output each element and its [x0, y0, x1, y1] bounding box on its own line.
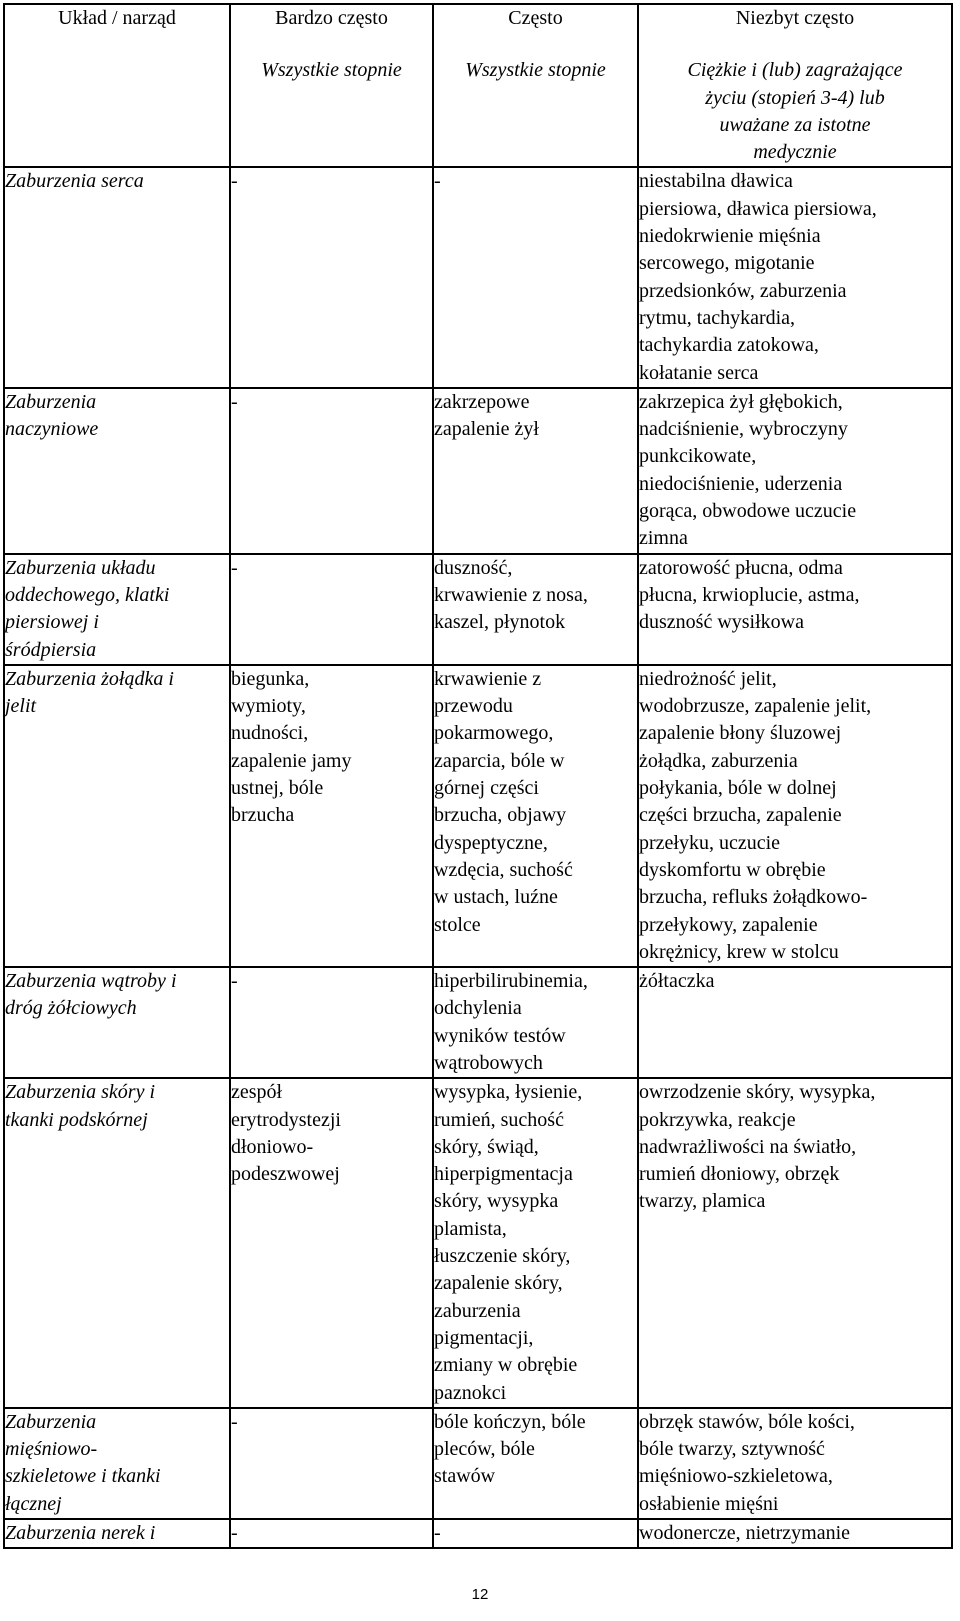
organ-class-cell: [4, 665, 230, 967]
cell-line: erytrodystezji: [231, 1108, 341, 1131]
cell-line: krwawienie z nosa,: [434, 583, 588, 606]
cell-line: zatorowość płucna, odma: [639, 556, 843, 579]
cell-line: piersiowa, dławica piersiowa,: [639, 197, 877, 220]
uncommon-cell: [638, 554, 952, 665]
table-row: [4, 1078, 952, 1408]
cell-line: kaszel, płynotok: [434, 611, 566, 634]
cell-line: zapalenie błony śluzowej: [639, 722, 842, 745]
cell-line: brzucha, objawy: [434, 804, 567, 827]
cell-line: niestabilna dławica: [639, 170, 793, 193]
cell-line: naczyniowe: [5, 418, 99, 441]
cell-line: zespół: [231, 1081, 283, 1104]
cell-line: nadwrażliwości na światło,: [639, 1135, 857, 1158]
subheader-common: Wszystkie stopnie: [433, 32, 638, 167]
very-common-cell: [230, 1408, 433, 1519]
common-cell: [433, 1408, 638, 1519]
organ-class-cell: [4, 1408, 230, 1519]
very-common-cell: [230, 554, 433, 665]
cell-line: biegunka,: [231, 667, 310, 690]
very-common-cell: [230, 388, 433, 554]
cell-line: dyskomfortu w obrębie: [639, 858, 826, 881]
uncommon-cell: [638, 167, 952, 387]
table-row: [4, 967, 952, 1078]
cell-line: skóry, wysypka: [434, 1190, 559, 1213]
cell-line: przełyku, uczucie: [639, 831, 781, 854]
table-row: [4, 388, 952, 554]
header-uncommon: Niezbyt często: [638, 4, 952, 32]
cell-line: odchylenia: [434, 997, 522, 1020]
uncommon-cell: [638, 1408, 952, 1519]
cell-line: rumień, suchość: [434, 1108, 564, 1131]
cell-line: niedrożność jelit,: [639, 667, 777, 690]
cell-line: zakrzepica żył głębokich,: [639, 390, 843, 413]
cell-line: punkcikowate,: [639, 445, 757, 468]
cell-line: owrzodzenie skóry, wysypka,: [639, 1081, 876, 1104]
cell-line: Zaburzenia skóry i: [5, 1081, 155, 1104]
cell-line: dyspeptyczne,: [434, 831, 548, 854]
common-cell: [433, 967, 638, 1078]
cell-line: -: [231, 1522, 238, 1545]
cell-line: -: [434, 1522, 441, 1545]
uncommon-cell: [638, 665, 952, 967]
common-cell: [433, 665, 638, 967]
uncommon-cell: [638, 1078, 952, 1408]
cell-line: osłabienie mięśni: [639, 1492, 779, 1515]
cell-line: płucna, krwioplucie, astma,: [639, 583, 860, 606]
cell-line: łuszczenie skóry,: [434, 1245, 571, 1268]
cell-line: przewodu: [434, 695, 513, 718]
cell-line: Zaburzenia: [5, 390, 97, 413]
cell-line: wysypka, łysienie,: [434, 1081, 583, 1104]
common-cell: [433, 1078, 638, 1408]
cell-line: -: [231, 170, 238, 193]
subheader-uncommon-line: życiu (stopień 3-4) lub: [705, 86, 885, 109]
very-common-cell: [230, 967, 433, 1078]
table-subheader-row: [4, 32, 952, 167]
cell-line: pokarmowego,: [434, 722, 554, 745]
cell-line: Zaburzenia żołądka i: [5, 667, 174, 690]
cell-line: podeszwowej: [231, 1163, 340, 1186]
cell-line: krwawienie z: [434, 667, 542, 690]
cell-line: tachykardia zatokowa,: [639, 334, 819, 357]
cell-line: mięśniowo-: [5, 1438, 98, 1461]
uncommon-cell: [638, 1519, 952, 1548]
cell-line: rumień dłoniowy, obrzęk: [639, 1163, 840, 1186]
cell-line: -: [434, 170, 441, 193]
cell-line: zapalenie skóry,: [434, 1272, 563, 1295]
cell-line: górnej części: [434, 777, 539, 800]
cell-line: bóle twarzy, sztywność: [639, 1438, 825, 1461]
cell-line: sercowego, migotanie: [639, 252, 815, 275]
cell-line: zakrzepowe: [434, 390, 530, 413]
cell-line: duszność,: [434, 556, 513, 579]
subheader-uncommon-line: uważane za istotne: [719, 113, 871, 136]
cell-line: zaparcia, bóle w: [434, 749, 565, 772]
adverse-reactions-table: [3, 3, 953, 1549]
header-common: Często: [433, 4, 638, 32]
cell-line: wymioty,: [231, 695, 306, 718]
cell-line: dróg żółciowych: [5, 997, 137, 1020]
cell-line: tkanki podskórnej: [5, 1108, 148, 1131]
cell-line: łącznej: [5, 1492, 62, 1515]
cell-line: brzucha, refluks żołądkowo-: [639, 886, 868, 909]
organ-class-cell: [4, 967, 230, 1078]
cell-line: hiperpigmentacja: [434, 1163, 573, 1186]
cell-line: oddechowego, klatki: [5, 583, 170, 606]
cell-line: obrzęk stawów, bóle kości,: [639, 1410, 855, 1433]
cell-line: zaburzenia: [434, 1299, 521, 1322]
cell-line: w ustach, luźne: [434, 886, 558, 909]
cell-line: wyników testów: [434, 1024, 566, 1047]
cell-line: niedokrwienie mięśnia: [639, 225, 821, 248]
cell-line: wątrobowych: [434, 1051, 543, 1074]
uncommon-cell: [638, 967, 952, 1078]
cell-line: kołatanie serca: [639, 361, 759, 384]
organ-class-cell: [4, 167, 230, 387]
cell-line: pigmentacji,: [434, 1326, 534, 1349]
cell-line: nudności,: [231, 722, 309, 745]
very-common-cell: [230, 665, 433, 967]
subheader-very-common: Wszystkie stopnie: [230, 32, 433, 167]
cell-line: połykania, bóle w dolnej: [639, 777, 837, 800]
cell-line: niedociśnienie, uderzenia: [639, 472, 843, 495]
cell-line: zmiany w obrębie: [434, 1354, 578, 1377]
cell-line: -: [231, 970, 238, 993]
cell-line: bóle kończyn, bóle: [434, 1410, 586, 1433]
cell-line: Zaburzenia: [5, 1410, 97, 1433]
cell-line: nadciśnienie, wybroczyny: [639, 418, 848, 441]
cell-line: zapalenie żył: [434, 418, 539, 441]
subheader-uncommon: [638, 32, 952, 167]
table-row: [4, 665, 952, 967]
header-organ-class: Układ / narząd: [4, 4, 230, 32]
common-cell: [433, 1519, 638, 1548]
common-cell: [433, 388, 638, 554]
organ-class-cell: [4, 1078, 230, 1408]
cell-line: zimna: [639, 527, 688, 550]
organ-class-cell: [4, 554, 230, 665]
cell-line: Zaburzenia nerek i: [5, 1522, 156, 1545]
cell-line: części brzucha, zapalenie: [639, 804, 842, 827]
header-very-common: Bardzo często: [230, 4, 433, 32]
table-row: [4, 1519, 952, 1548]
table-header-row: [4, 4, 952, 32]
cell-line: piersiowej i: [5, 611, 99, 634]
cell-line: brzucha: [231, 804, 295, 827]
cell-line: stolce: [434, 913, 481, 936]
uncommon-cell: [638, 388, 952, 554]
table-row: [4, 167, 952, 387]
common-cell: [433, 167, 638, 387]
cell-line: rytmu, tachykardia,: [639, 306, 796, 329]
table-row: [4, 1408, 952, 1519]
cell-line: śródpiersia: [5, 638, 97, 661]
cell-line: wodonercze, nietrzymanie: [639, 1522, 851, 1545]
cell-line: skóry, świąd,: [434, 1135, 539, 1158]
cell-line: -: [231, 390, 238, 413]
cell-line: ustnej, bóle: [231, 777, 324, 800]
table-body: [4, 167, 952, 1548]
cell-line: jelit: [5, 695, 37, 718]
cell-line: pokrzywka, reakcje: [639, 1108, 796, 1131]
cell-line: przedsionków, zaburzenia: [639, 279, 847, 302]
cell-line: dłoniowo-: [231, 1135, 314, 1158]
cell-line: mięśniowo-szkieletowa,: [639, 1465, 833, 1488]
cell-line: -: [231, 1410, 238, 1433]
cell-line: żółtaczka: [639, 970, 715, 993]
very-common-cell: [230, 167, 433, 387]
subheader-organ-class: [4, 32, 230, 167]
cell-line: twarzy, plamica: [639, 1190, 766, 1213]
cell-line: Zaburzenia wątroby i: [5, 970, 177, 993]
cell-line: wzdęcia, suchość: [434, 858, 573, 881]
cell-line: plamista,: [434, 1217, 507, 1240]
page-number: 12: [471, 1586, 489, 1603]
cell-line: Zaburzenia układu: [5, 556, 156, 579]
organ-class-cell: [4, 1519, 230, 1548]
cell-line: gorąca, obwodowe uczucie: [639, 500, 857, 523]
cell-line: duszność wysiłkowa: [639, 611, 804, 634]
cell-line: -: [231, 556, 238, 579]
common-cell: [433, 554, 638, 665]
cell-line: hiperbilirubinemia,: [434, 970, 588, 993]
subheader-uncommon-line: Ciężkie i (lub) zagrażające: [687, 59, 903, 82]
organ-class-cell: [4, 388, 230, 554]
cell-line: paznokci: [434, 1381, 507, 1404]
cell-line: Zaburzenia serca: [5, 170, 144, 193]
subheader-uncommon-line: medycznie: [753, 141, 837, 164]
cell-line: żołądka, zaburzenia: [639, 749, 798, 772]
cell-line: wodobrzusze, zapalenie jelit,: [639, 695, 872, 718]
cell-line: stawów: [434, 1465, 496, 1488]
very-common-cell: [230, 1519, 433, 1548]
table-row: [4, 554, 952, 665]
cell-line: szkieletowe i tkanki: [5, 1465, 161, 1488]
cell-line: okrężnicy, krew w stolcu: [639, 940, 839, 963]
very-common-cell: [230, 1078, 433, 1408]
cell-line: zapalenie jamy: [231, 749, 352, 772]
cell-line: przełykowy, zapalenie: [639, 913, 818, 936]
cell-line: pleców, bóle: [434, 1438, 535, 1461]
